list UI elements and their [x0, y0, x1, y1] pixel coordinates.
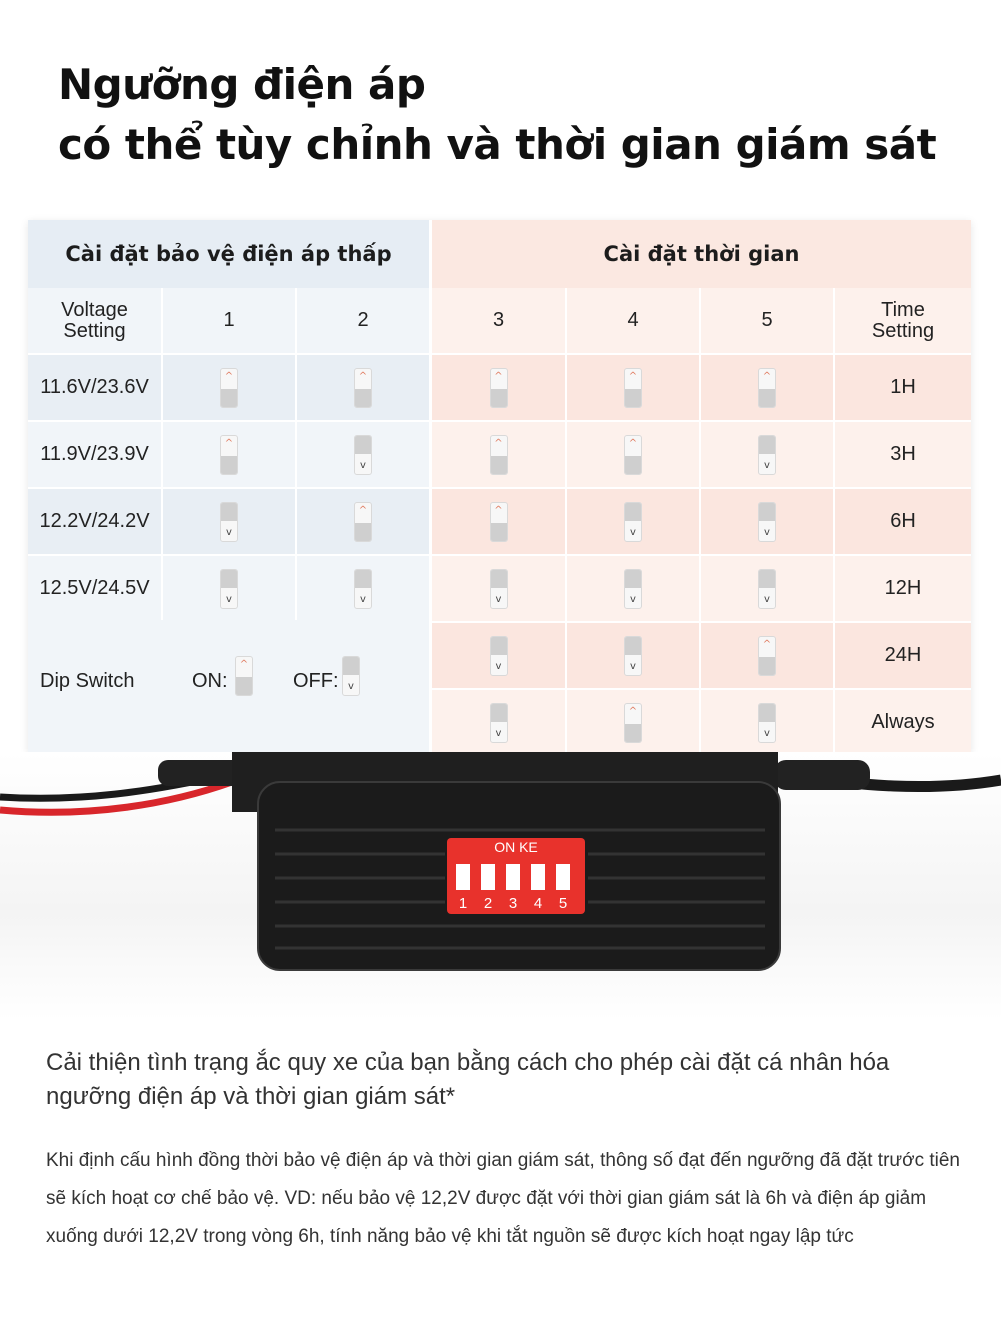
dip-lever-3 [506, 864, 520, 890]
switch-number-5: 5 [701, 288, 833, 353]
voltage-row-label: 12.5V/24.5V [28, 556, 161, 621]
time-setting-header-line1: Time [881, 298, 925, 321]
voltage-row-label: 12.2V/24.2V [28, 489, 161, 554]
switch-up-icon: ^ [490, 435, 508, 475]
description: Cải thiện tình trạng ắc quy xe của bạn bằng cách cho phép cài đặt cá nhân hóa ngưỡng điện áp và thời gian giám sát* [46, 1049, 890, 1110]
legend-on-switch-icon: ^ [235, 656, 253, 696]
dip-number-5: 5 [558, 895, 568, 912]
switch-down-icon: v [758, 703, 776, 743]
dip-lever-2 [481, 864, 495, 890]
dip-switch-table [28, 220, 971, 752]
switch-down-icon: v [624, 502, 642, 542]
dip-number-4: 4 [533, 895, 543, 912]
footnote: Khi định cấu hình đồng thời bảo vệ điện áp và thời gian giám sát, thông số đạt đến ngưỡng đã đặt trước tiên sẽ kích hoạt cơ chế bảo vệ. VD: nếu bảo vệ 12,2V được đặt với thời gian giám sát là 6h và điện áp giảm xuống dưới 12,2V trong vòng 6h, tính năng bảo vệ khi tắt nguồn sẽ được kích hoạt ngay lập tức [46, 1150, 960, 1247]
headline [58, 56, 978, 176]
voltage-row-label: 11.6V/23.6V [28, 355, 161, 420]
switch-down-icon: v [490, 636, 508, 676]
switch-up-icon: ^ [354, 368, 372, 408]
low-voltage-section-title: Cài đặt bảo vệ điện áp thấp [28, 220, 429, 288]
time-setting-header [835, 288, 971, 353]
dip-number-2: 2 [483, 895, 493, 912]
legend-off-label: OFF: [293, 670, 339, 692]
time-row-label: 1H [835, 355, 971, 420]
dip-number-3: 3 [508, 895, 518, 912]
switch-down-icon: v [758, 435, 776, 475]
switch-down-icon: v [758, 502, 776, 542]
dip-number-1: 1 [458, 895, 468, 912]
headline-line-1: Ngưỡng điện áp [58, 60, 426, 109]
time-section-title: Cài đặt thời gian [432, 220, 971, 288]
switch-down-icon: v [490, 569, 508, 609]
switch-up-icon: ^ [490, 368, 508, 408]
dip-switch-legend-title: Dip Switch [40, 670, 135, 692]
switch-down-icon: v [624, 569, 642, 609]
dip-lever-4 [531, 864, 545, 890]
dip-lever-5 [556, 864, 570, 890]
voltage-setting-header [28, 288, 161, 353]
switch-number-1: 1 [163, 288, 295, 353]
switch-down-icon: v [220, 502, 238, 542]
time-row-label: Always [835, 690, 971, 755]
headline-line-2: có thể tùy chỉnh và thời gian giám sát [58, 120, 937, 169]
switch-down-icon: v [354, 569, 372, 609]
switch-up-icon: ^ [624, 435, 642, 475]
time-row-label: 12H [835, 556, 971, 621]
voltage-setting-header-line1: Voltage [61, 298, 128, 321]
dip-top-text: ON KE [494, 839, 538, 855]
switch-up-icon: ^ [758, 368, 776, 408]
time-row-label: 3H [835, 422, 971, 487]
switch-up-icon: ^ [624, 368, 642, 408]
switch-up-icon: ^ [624, 703, 642, 743]
time-setting-header-line2: Setting [871, 319, 935, 342]
legend-off-switch-icon: v [342, 656, 360, 696]
switch-down-icon: v [624, 636, 642, 676]
time-row-label: 6H [835, 489, 971, 554]
switch-up-icon: ^ [490, 502, 508, 542]
switch-up-icon: ^ [758, 636, 776, 676]
device-photo [0, 752, 1001, 1020]
time-row-label: 24H [835, 623, 971, 688]
voltage-setting-header-line2: Setting [63, 319, 126, 342]
switch-up-icon: ^ [354, 502, 372, 542]
dip-lever-1 [456, 864, 470, 890]
switch-down-icon: v [490, 703, 508, 743]
switch-up-icon: ^ [220, 435, 238, 475]
strain-relief-right [774, 760, 870, 790]
switch-number-2: 2 [297, 288, 429, 353]
switch-up-icon: ^ [220, 368, 238, 408]
switch-number-3: 3 [432, 288, 565, 353]
switch-down-icon: v [758, 569, 776, 609]
legend-on-label: ON: [192, 670, 228, 692]
switch-down-icon: v [354, 435, 372, 475]
voltage-row-label: 11.9V/23.9V [28, 422, 161, 487]
switch-down-icon: v [220, 569, 238, 609]
hardwire-kit-illustration [0, 752, 1001, 1020]
switch-number-4: 4 [567, 288, 699, 353]
